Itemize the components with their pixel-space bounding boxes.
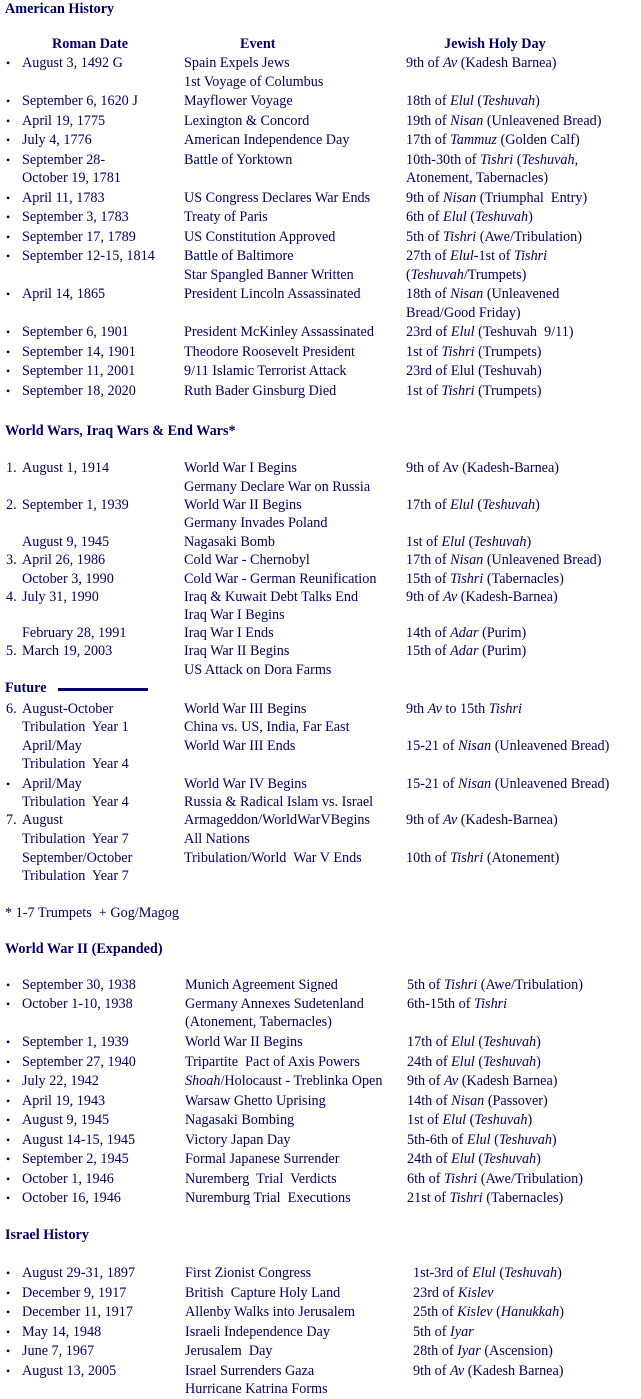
jewish-holy-day: 18th of Elul (Teshuvah) — [406, 93, 540, 109]
timeline-row — [0, 1013, 641, 1032]
event-text: Jerusalem Day — [185, 1343, 273, 1359]
roman-date: May 14, 1948 — [22, 1324, 102, 1340]
jewish-holy-day: 6th of Tishri (Awe/Tribulation) — [407, 1171, 583, 1187]
timeline-row — [0, 1033, 641, 1052]
roman-date: September 1, 1939 — [22, 497, 129, 513]
jewish-holy-day: 23rd of Elul (Teshuvah 9/11) — [406, 324, 574, 340]
timeline-row — [0, 247, 641, 266]
event-text: World War II Begins — [184, 497, 302, 513]
timeline-row — [0, 737, 641, 756]
event-text: Victory Japan Day — [185, 1132, 291, 1148]
roman-date: August 3, 1492 G — [22, 55, 123, 71]
timeline-row — [0, 642, 641, 661]
bullet-marker: • — [6, 153, 11, 167]
roman-date: September 11, 2001 — [22, 363, 136, 379]
timeline-row — [0, 1362, 641, 1381]
event-text: President McKinley Assassinated — [184, 324, 374, 340]
timeline-row — [0, 496, 641, 515]
event-text: Armageddon/WorldWarVBegins — [184, 812, 371, 828]
roman-date: April 19, 1943 — [22, 1093, 106, 1109]
event-text: Battle of Yorktown — [184, 152, 293, 168]
section-title-ww2: World War II (Expanded) — [5, 941, 163, 957]
jewish-holy-day: 5th of Iyar — [413, 1324, 474, 1340]
jewish-holy-day: 14th of Nisan (Passover) — [407, 1093, 548, 1109]
list-number: 5. — [6, 643, 17, 659]
timeline-row — [0, 1072, 641, 1091]
event-text: US Constitution Approved — [184, 229, 336, 245]
jewish-holy-day: 14th of Adar (Purim) — [406, 625, 527, 641]
bullet-marker: • — [6, 191, 11, 205]
timeline-row — [0, 624, 641, 643]
roman-date: September 6, 1620 J — [22, 93, 138, 109]
timeline-row — [0, 755, 641, 774]
timeline-row — [0, 867, 641, 886]
timeline-row — [0, 533, 641, 552]
event-text: World War I Begins — [184, 460, 297, 476]
timeline-row — [0, 718, 641, 737]
roman-date: September 1, 1939 — [22, 1034, 129, 1050]
jewish-holy-day: 1st-3rd of Elul (Teshuvah) — [413, 1265, 562, 1281]
roman-date: Tribulation Year 7 — [22, 831, 129, 847]
roman-date: October 16, 1946 — [22, 1190, 121, 1206]
list-number: 6. — [6, 701, 17, 717]
roman-date: August 9, 1945 — [22, 1112, 110, 1128]
jewish-holy-day: 1st of Elul (Teshuvah) — [406, 534, 532, 550]
event-text: Iraq War II Begins — [184, 643, 290, 659]
jewish-holy-day: 17th of Nisan (Unleavened Bread) — [406, 552, 602, 568]
timeline-row — [0, 700, 641, 719]
jewish-holy-day: 21st of Tishri (Tabernacles) — [407, 1190, 564, 1206]
event-text: Nuremburg Trial Executions — [185, 1190, 351, 1206]
timeline-row — [0, 478, 641, 497]
roman-date: Tribulation Year 4 — [22, 794, 129, 810]
roman-date: October 3, 1990 — [22, 571, 114, 587]
roman-date: April/May — [22, 776, 82, 792]
jewish-holy-day: 24th of Elul (Teshuvah) — [407, 1151, 541, 1167]
timeline-row — [0, 382, 641, 401]
roman-date: December 9, 1917 — [22, 1285, 127, 1301]
roman-date: September 3, 1783 — [22, 209, 129, 225]
roman-date: June 7, 1967 — [22, 1343, 95, 1359]
timeline-row — [0, 1189, 641, 1208]
roman-date: September 17, 1789 — [22, 229, 136, 245]
bullet-marker: • — [6, 210, 11, 224]
jewish-holy-day: 9th of Av (Kadesh Barnea) — [407, 1073, 558, 1089]
event-text: World War III Begins — [184, 701, 307, 717]
event-text: Nagasaki Bomb — [184, 534, 276, 550]
event-text: World War IV Begins — [184, 776, 307, 792]
roman-date: August — [22, 812, 63, 828]
list-number: 2. — [6, 497, 17, 513]
bullet-marker: • — [6, 1035, 11, 1049]
roman-date: September 30, 1938 — [22, 977, 136, 993]
jewish-holy-day: 17th of Elul (Teshuvah) — [407, 1034, 541, 1050]
roman-date: August 29-31, 1897 — [22, 1265, 136, 1281]
event-text: Star Spangled Banner Written — [184, 267, 354, 283]
event-text: Israel Surrenders Gaza — [185, 1363, 315, 1379]
timeline-row — [0, 1131, 641, 1150]
roman-date: August-October — [22, 701, 114, 717]
jewish-holy-day: 6th of Elul (Teshuvah) — [406, 209, 533, 225]
event-text: Treaty of Paris — [184, 209, 268, 225]
timeline-row — [0, 362, 641, 381]
event-text: Theodore Roosevelt President — [184, 344, 355, 360]
roman-date: April 11, 1783 — [22, 190, 105, 206]
jewish-holy-day: 18th of Nisan (Unleavened — [406, 286, 560, 302]
event-text: Tripartite Pact of Axis Powers — [185, 1054, 360, 1070]
jewish-holy-day: 28th of Iyar (Ascension) — [413, 1343, 553, 1359]
bullet-marker: • — [6, 114, 11, 128]
roman-date: December 11, 1917 — [22, 1304, 133, 1320]
timeline-row — [0, 1342, 641, 1361]
event-text: Formal Japanese Surrender — [185, 1151, 340, 1167]
jewish-holy-day: 15-21 of Nisan (Unleavened Bread) — [406, 776, 610, 792]
event-text: World War II Begins — [185, 1034, 303, 1050]
roman-date: September/October — [22, 850, 133, 866]
timeline-row — [0, 976, 641, 995]
event-text: Battle of Baltimore — [184, 248, 294, 264]
event-text: World War III Ends — [184, 738, 296, 754]
timeline-row — [0, 811, 641, 830]
timeline-row — [0, 661, 641, 680]
event-text: Mayflower Voyage — [184, 93, 293, 109]
bullet-marker: • — [6, 997, 11, 1011]
roman-date: July 31, 1990 — [22, 589, 99, 605]
event-text: Munich Agreement Signed — [185, 977, 338, 993]
timeline-row — [0, 92, 641, 111]
event-text: Iraq War I Ends — [184, 625, 274, 641]
jewish-holy-day: (Teshuvah/Trumpets) — [406, 267, 527, 283]
jewish-holy-day: 15th of Tishri (Tabernacles) — [406, 571, 564, 587]
timeline-row — [0, 323, 641, 342]
bullet-marker: • — [6, 1266, 11, 1280]
event-text: Allenby Walks into Jerusalem — [185, 1304, 355, 1320]
bullet-marker: • — [6, 1172, 11, 1186]
footnote-text: * 1-7 Trumpets + Gog/Magog — [5, 905, 179, 921]
jewish-holy-day: 10th of Tishri (Atonement) — [406, 850, 560, 866]
timeline-row — [0, 343, 641, 362]
jewish-holy-day: 10th-30th of Tishri (Teshuvah, — [406, 152, 579, 168]
roman-date: September 12-15, 1814 — [22, 248, 155, 264]
event-text: Hurricane Katrina Forms — [185, 1381, 328, 1397]
timeline-row — [0, 1284, 641, 1303]
event-text: Lexington & Concord — [184, 113, 310, 129]
roman-date: April 14, 1865 — [22, 286, 106, 302]
jewish-holy-day: 1st of Tishri (Trumpets) — [406, 383, 542, 399]
roman-date: Tribulation Year 4 — [22, 756, 129, 772]
timeline-row — [0, 775, 641, 794]
timeline-row — [0, 151, 641, 170]
roman-date: August 13, 2005 — [22, 1363, 117, 1379]
timeline-row — [0, 1170, 641, 1189]
timeline-row — [0, 1053, 641, 1072]
jewish-holy-day: 9th of Av (Kadesh Barnea) — [413, 1363, 564, 1379]
timeline-row — [0, 1323, 641, 1342]
section-title-worldwars: World Wars, Iraq Wars & End Wars* — [5, 423, 236, 439]
future-heading-rule — [58, 688, 148, 691]
timeline-row — [0, 1111, 641, 1130]
jewish-holy-day: Bread/Good Friday) — [406, 305, 521, 321]
jewish-holy-day: 9th of Av (Kadesh Barnea) — [406, 55, 557, 71]
timeline-row — [0, 995, 641, 1014]
timeline-row — [0, 849, 641, 868]
roman-date: September 27, 1940 — [22, 1054, 136, 1070]
timeline-row — [0, 793, 641, 812]
jewish-holy-day: 23rd of Kislev — [413, 1285, 494, 1301]
column-header-roman: Roman Date — [52, 36, 129, 52]
jewish-holy-day: 9th of Av (Kadesh-Barnea) — [406, 460, 559, 476]
bullet-marker: • — [6, 978, 11, 992]
bullet-marker: • — [6, 56, 11, 70]
event-text: Germany Annexes Sudetenland — [185, 996, 364, 1012]
timeline-row — [0, 459, 641, 478]
roman-date: February 28, 1991 — [22, 625, 127, 641]
jewish-holy-day: 24th of Elul (Teshuvah) — [407, 1054, 541, 1070]
event-text: First Zionist Congress — [185, 1265, 312, 1281]
timeline-row — [0, 570, 641, 589]
event-text: Israeli Independence Day — [185, 1324, 330, 1340]
timeline-row — [0, 169, 641, 188]
event-text: British Capture Holy Land — [185, 1285, 341, 1301]
timeline-row — [0, 266, 641, 285]
event-text: Cold War - German Reunification — [184, 571, 377, 587]
event-text: 1st Voyage of Columbus — [184, 74, 324, 90]
roman-date: September 18, 2020 — [22, 383, 136, 399]
roman-date: April 26, 1986 — [22, 552, 106, 568]
jewish-holy-day: 9th Av to 15th Tishri — [406, 701, 522, 717]
roman-date: April 19, 1775 — [22, 113, 106, 129]
column-header-event: Event — [240, 36, 276, 52]
event-text: Ruth Bader Ginsburg Died — [184, 383, 337, 399]
jewish-holy-day: 9th of Av (Kadesh-Barnea) — [406, 589, 558, 605]
timeline-row — [0, 228, 641, 247]
jewish-holy-day: 9th of Av (Kadesh-Barnea) — [406, 812, 558, 828]
jewish-holy-day: 15th of Adar (Purim) — [406, 643, 527, 659]
jewish-holy-day: 15-21 of Nisan (Unleavened Bread) — [406, 738, 610, 754]
bullet-marker: • — [6, 94, 11, 108]
event-text: Germany Declare War on Russia — [184, 479, 371, 495]
bullet-marker: • — [6, 1286, 11, 1300]
timeline-row — [0, 208, 641, 227]
section-title-israel: Israel History — [5, 1227, 89, 1243]
event-text: Shoah/Holocaust - Treblinka Open — [185, 1073, 383, 1089]
list-number: 4. — [6, 589, 17, 605]
event-text: Spain Expels Jews — [184, 55, 290, 71]
section-title-american: American History — [5, 1, 115, 17]
event-text: Iraq War I Begins — [184, 607, 285, 623]
list-number: 1. — [6, 460, 17, 476]
roman-date: September 6, 1901 — [22, 324, 129, 340]
roman-date: Tribulation Year 1 — [22, 719, 129, 735]
roman-date: August 9, 1945 — [22, 534, 110, 550]
bullet-marker: • — [6, 384, 11, 398]
timeline-row — [0, 131, 641, 150]
event-text: All Nations — [184, 831, 250, 847]
column-header-jewish: Jewish Holy Day — [444, 36, 546, 52]
roman-date: March 19, 2003 — [22, 643, 113, 659]
roman-date: October 19, 1781 — [22, 170, 121, 186]
bullet-marker: • — [6, 1074, 11, 1088]
jewish-holy-day: 27th of Elul-1st of Tishri — [406, 248, 548, 264]
event-text: Nuremberg Trial Verdicts — [185, 1171, 337, 1187]
roman-date: Tribulation Year 7 — [22, 868, 129, 884]
bullet-marker: • — [6, 345, 11, 359]
event-text: President Lincoln Assassinated — [184, 286, 361, 302]
roman-date: September 28- — [22, 152, 106, 168]
jewish-holy-day: 6th-15th of Tishri — [407, 996, 508, 1012]
bullet-marker: • — [6, 325, 11, 339]
roman-date: September 2, 1945 — [22, 1151, 129, 1167]
bullet-marker: • — [6, 249, 11, 263]
timeline-row — [0, 1303, 641, 1322]
bullet-marker: • — [6, 777, 11, 791]
bullet-marker: • — [6, 1152, 11, 1166]
bullet-marker: • — [6, 1113, 11, 1127]
timeline-row — [0, 606, 641, 625]
event-text: 9/11 Islamic Terrorist Attack — [184, 363, 347, 379]
jewish-holy-day: 17th of Elul (Teshuvah) — [406, 497, 540, 513]
bullet-marker: • — [6, 230, 11, 244]
timeline-row — [0, 304, 641, 323]
event-text: Warsaw Ghetto Uprising — [185, 1093, 326, 1109]
bullet-marker: • — [6, 1133, 11, 1147]
timeline-row — [0, 830, 641, 849]
bullet-marker: • — [6, 1325, 11, 1339]
list-number: 7. — [6, 812, 17, 828]
jewish-holy-day: 5th of Tishri (Awe/Tribulation) — [406, 229, 582, 245]
jewish-holy-day: 17th of Tammuz (Golden Calf) — [406, 132, 580, 148]
event-text: Cold War - Chernobyl — [184, 552, 310, 568]
bullet-marker: • — [6, 1094, 11, 1108]
roman-date: August 1, 1914 — [22, 460, 110, 476]
roman-date: April/May — [22, 738, 82, 754]
timeline-row — [0, 54, 641, 73]
timeline-row — [0, 73, 641, 92]
jewish-holy-day: 19th of Nisan (Unleavened Bread) — [406, 113, 602, 129]
list-number: 3. — [6, 552, 17, 568]
roman-date: July 22, 1942 — [22, 1073, 99, 1089]
event-text: US Attack on Dora Farms — [184, 662, 332, 678]
event-text: Tribulation/World War V Ends — [184, 850, 362, 866]
event-text: Russia & Radical Islam vs. Israel — [184, 794, 374, 810]
roman-date: July 4, 1776 — [22, 132, 92, 148]
bullet-marker: • — [6, 133, 11, 147]
jewish-holy-day: 5th of Tishri (Awe/Tribulation) — [407, 977, 583, 993]
jewish-holy-day: 1st of Tishri (Trumpets) — [406, 344, 542, 360]
timeline-row — [0, 112, 641, 131]
timeline-row — [0, 551, 641, 570]
event-text: (Atonement, Tabernacles) — [185, 1014, 332, 1030]
roman-date: September 14, 1901 — [22, 344, 136, 360]
timeline-row — [0, 588, 641, 607]
section-title-future: Future — [5, 680, 47, 696]
roman-date: August 14-15, 1945 — [22, 1132, 136, 1148]
event-text: Iraq & Kuwait Debt Talks End — [184, 589, 359, 605]
roman-date: October 1-10, 1938 — [22, 996, 133, 1012]
timeline-row — [0, 1092, 641, 1111]
event-text: China vs. US, India, Far East — [184, 719, 350, 735]
jewish-holy-day: 5th-6th of Elul (Teshuvah) — [407, 1132, 557, 1148]
footnote — [0, 904, 641, 923]
timeline-row — [0, 514, 641, 533]
bullet-marker: • — [6, 1344, 11, 1358]
event-text: Nagasaki Bombing — [185, 1112, 295, 1128]
timeline-row — [0, 1264, 641, 1283]
roman-date: October 1, 1946 — [22, 1171, 114, 1187]
event-text: Germany Invades Poland — [184, 515, 328, 531]
timeline-row — [0, 1150, 641, 1169]
jewish-holy-day: 1st of Elul (Teshuvah) — [407, 1112, 533, 1128]
jewish-holy-day: 25th of Kislev (Hanukkah) — [413, 1304, 564, 1320]
bullet-marker: • — [6, 287, 11, 301]
timeline-row — [0, 285, 641, 304]
event-text: US Congress Declares War Ends — [184, 190, 371, 206]
bullet-marker: • — [6, 1305, 11, 1319]
bullet-marker: • — [6, 1055, 11, 1069]
bullet-marker: • — [6, 364, 11, 378]
jewish-holy-day: 9th of Nisan (Triumphal Entry) — [406, 190, 588, 206]
jewish-holy-day: Atonement, Tabernacles) — [406, 170, 549, 186]
event-text: American Independence Day — [184, 132, 350, 148]
timeline-row — [0, 189, 641, 208]
timeline-row — [0, 1380, 641, 1399]
bullet-marker: • — [6, 1364, 11, 1378]
jewish-holy-day: 23rd of Elul (Teshuvah) — [406, 363, 542, 379]
bullet-marker: • — [6, 1191, 11, 1205]
